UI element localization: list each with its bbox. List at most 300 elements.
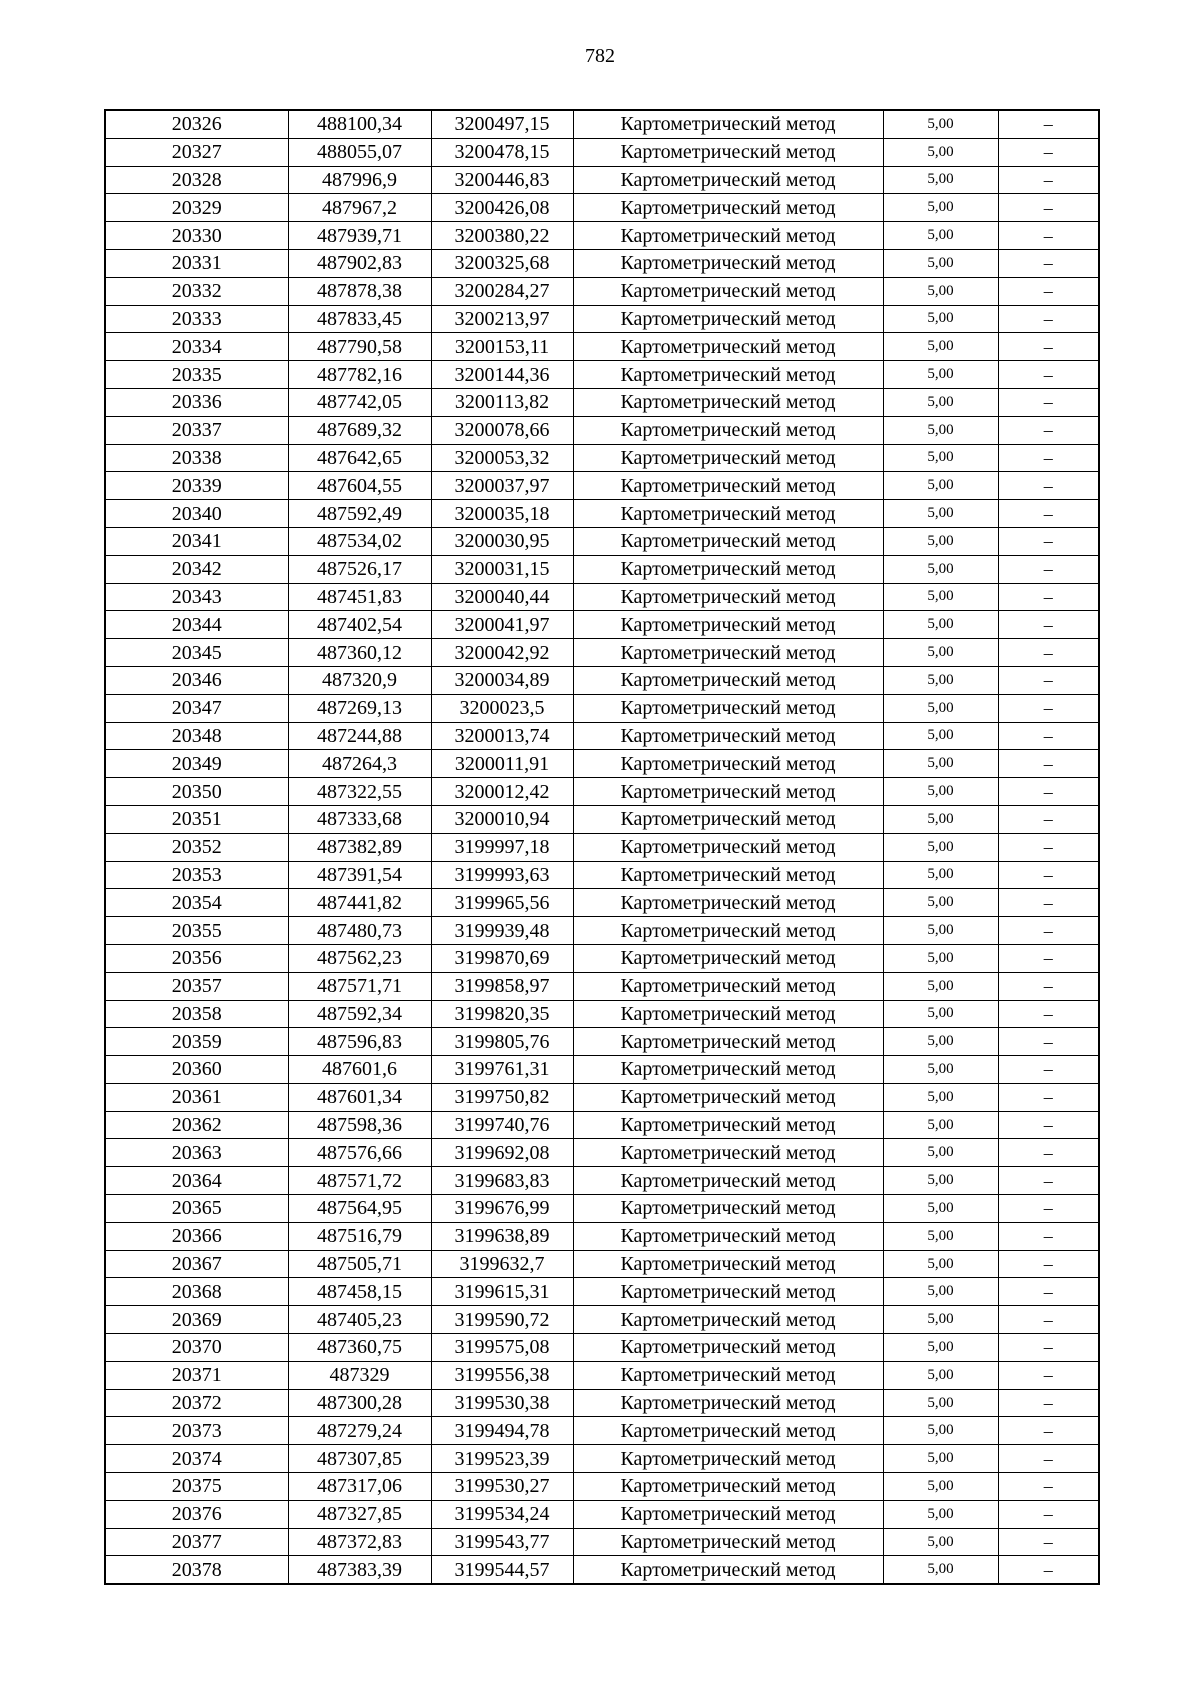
table-row	[105, 611, 1099, 639]
note-cell: –	[998, 194, 1099, 222]
y-coordinate-cell: 3200041,97	[431, 611, 573, 639]
accuracy-cell: 5,00	[883, 1500, 998, 1528]
method-cell: Картометрический метод	[573, 1222, 883, 1250]
coordinates-table	[104, 109, 1100, 1585]
table-row	[105, 1111, 1099, 1139]
table-row	[105, 500, 1099, 528]
accuracy-cell: 5,00	[883, 1111, 998, 1139]
method-cell: Картометрический метод	[573, 944, 883, 972]
point-number-cell: 20374	[105, 1445, 288, 1473]
note-cell: –	[998, 1556, 1099, 1584]
note-cell: –	[998, 1445, 1099, 1473]
table-row	[105, 1389, 1099, 1417]
y-coordinate-cell: 3199939,48	[431, 917, 573, 945]
note-cell: –	[998, 110, 1099, 138]
point-number-cell: 20341	[105, 527, 288, 555]
note-cell: –	[998, 472, 1099, 500]
table-row	[105, 1028, 1099, 1056]
point-number-cell: 20327	[105, 138, 288, 166]
x-coordinate-cell: 487333,68	[288, 805, 431, 833]
accuracy-cell: 5,00	[883, 1389, 998, 1417]
accuracy-cell: 5,00	[883, 1139, 998, 1167]
x-coordinate-cell: 487405,23	[288, 1306, 431, 1334]
accuracy-cell: 5,00	[883, 472, 998, 500]
accuracy-cell: 5,00	[883, 1306, 998, 1334]
table-row	[105, 917, 1099, 945]
x-coordinate-cell: 487782,16	[288, 361, 431, 389]
note-cell: –	[998, 249, 1099, 277]
method-cell: Картометрический метод	[573, 222, 883, 250]
y-coordinate-cell: 3200144,36	[431, 361, 573, 389]
y-coordinate-cell: 3200478,15	[431, 138, 573, 166]
method-cell: Картометрический метод	[573, 1195, 883, 1223]
table-row	[105, 750, 1099, 778]
accuracy-cell: 5,00	[883, 1250, 998, 1278]
x-coordinate-cell: 487526,17	[288, 555, 431, 583]
note-cell: –	[998, 416, 1099, 444]
point-number-cell: 20348	[105, 722, 288, 750]
point-number-cell: 20349	[105, 750, 288, 778]
table-row	[105, 583, 1099, 611]
method-cell: Картометрический метод	[573, 1250, 883, 1278]
accuracy-cell: 5,00	[883, 444, 998, 472]
accuracy-cell: 5,00	[883, 500, 998, 528]
x-coordinate-cell: 487480,73	[288, 917, 431, 945]
table-row	[105, 361, 1099, 389]
y-coordinate-cell: 3199494,78	[431, 1417, 573, 1445]
method-cell: Картометрический метод	[573, 472, 883, 500]
accuracy-cell: 5,00	[883, 249, 998, 277]
method-cell: Картометрический метод	[573, 833, 883, 861]
table-row	[105, 527, 1099, 555]
method-cell: Картометрический метод	[573, 639, 883, 667]
method-cell: Картометрический метод	[573, 500, 883, 528]
note-cell: –	[998, 722, 1099, 750]
point-number-cell: 20326	[105, 110, 288, 138]
note-cell: –	[998, 305, 1099, 333]
y-coordinate-cell: 3200426,08	[431, 194, 573, 222]
point-number-cell: 20344	[105, 611, 288, 639]
y-coordinate-cell: 3199993,63	[431, 861, 573, 889]
accuracy-cell: 5,00	[883, 1028, 998, 1056]
accuracy-cell: 5,00	[883, 639, 998, 667]
accuracy-cell: 5,00	[883, 1056, 998, 1084]
y-coordinate-cell: 3199590,72	[431, 1306, 573, 1334]
point-number-cell: 20377	[105, 1528, 288, 1556]
accuracy-cell: 5,00	[883, 1417, 998, 1445]
method-cell: Картометрический метод	[573, 861, 883, 889]
point-number-cell: 20359	[105, 1028, 288, 1056]
x-coordinate-cell: 487391,54	[288, 861, 431, 889]
x-coordinate-cell: 487307,85	[288, 1445, 431, 1473]
note-cell: –	[998, 222, 1099, 250]
table-row	[105, 1528, 1099, 1556]
point-number-cell: 20376	[105, 1500, 288, 1528]
accuracy-cell: 5,00	[883, 583, 998, 611]
y-coordinate-cell: 3200023,5	[431, 694, 573, 722]
table-row	[105, 194, 1099, 222]
y-coordinate-cell: 3200078,66	[431, 416, 573, 444]
note-cell: –	[998, 1250, 1099, 1278]
method-cell: Картометрический метод	[573, 361, 883, 389]
y-coordinate-cell: 3200113,82	[431, 388, 573, 416]
method-cell: Картометрический метод	[573, 416, 883, 444]
note-cell: –	[998, 750, 1099, 778]
point-number-cell: 20328	[105, 166, 288, 194]
method-cell: Картометрический метод	[573, 778, 883, 806]
x-coordinate-cell: 487264,3	[288, 750, 431, 778]
table-row	[105, 1417, 1099, 1445]
table-row	[105, 472, 1099, 500]
note-cell: –	[998, 1278, 1099, 1306]
method-cell: Картометрический метод	[573, 1445, 883, 1473]
accuracy-cell: 5,00	[883, 666, 998, 694]
y-coordinate-cell: 3199530,27	[431, 1473, 573, 1501]
table-row	[105, 722, 1099, 750]
note-cell: –	[998, 1528, 1099, 1556]
point-number-cell: 20378	[105, 1556, 288, 1584]
accuracy-cell: 5,00	[883, 222, 998, 250]
y-coordinate-cell: 3200380,22	[431, 222, 573, 250]
accuracy-cell: 5,00	[883, 972, 998, 1000]
table-row	[105, 1500, 1099, 1528]
note-cell: –	[998, 361, 1099, 389]
method-cell: Картометрический метод	[573, 277, 883, 305]
accuracy-cell: 5,00	[883, 1278, 998, 1306]
accuracy-cell: 5,00	[883, 889, 998, 917]
accuracy-cell: 5,00	[883, 305, 998, 333]
note-cell: –	[998, 1139, 1099, 1167]
point-number-cell: 20361	[105, 1083, 288, 1111]
y-coordinate-cell: 3199632,7	[431, 1250, 573, 1278]
accuracy-cell: 5,00	[883, 416, 998, 444]
method-cell: Картометрический метод	[573, 527, 883, 555]
note-cell: –	[998, 583, 1099, 611]
x-coordinate-cell: 487317,06	[288, 1473, 431, 1501]
table-row	[105, 1334, 1099, 1362]
note-cell: –	[998, 861, 1099, 889]
method-cell: Картометрический метод	[573, 1028, 883, 1056]
accuracy-cell: 5,00	[883, 194, 998, 222]
x-coordinate-cell: 487571,72	[288, 1167, 431, 1195]
note-cell: –	[998, 555, 1099, 583]
accuracy-cell: 5,00	[883, 1195, 998, 1223]
accuracy-cell: 5,00	[883, 138, 998, 166]
method-cell: Картометрический метод	[573, 694, 883, 722]
note-cell: –	[998, 666, 1099, 694]
x-coordinate-cell: 487451,83	[288, 583, 431, 611]
table-row	[105, 1167, 1099, 1195]
note-cell: –	[998, 1195, 1099, 1223]
point-number-cell: 20346	[105, 666, 288, 694]
table-row	[105, 944, 1099, 972]
table-row	[105, 1195, 1099, 1223]
x-coordinate-cell: 487598,36	[288, 1111, 431, 1139]
point-number-cell: 20362	[105, 1111, 288, 1139]
x-coordinate-cell: 487360,12	[288, 639, 431, 667]
table-row	[105, 166, 1099, 194]
note-cell: –	[998, 944, 1099, 972]
method-cell: Картометрический метод	[573, 722, 883, 750]
note-cell: –	[998, 611, 1099, 639]
table-row	[105, 249, 1099, 277]
x-coordinate-cell: 487320,9	[288, 666, 431, 694]
y-coordinate-cell: 3200325,68	[431, 249, 573, 277]
y-coordinate-cell: 3199544,57	[431, 1556, 573, 1584]
x-coordinate-cell: 487571,71	[288, 972, 431, 1000]
y-coordinate-cell: 3199761,31	[431, 1056, 573, 1084]
point-number-cell: 20335	[105, 361, 288, 389]
note-cell: –	[998, 972, 1099, 1000]
method-cell: Картометрический метод	[573, 110, 883, 138]
note-cell: –	[998, 166, 1099, 194]
x-coordinate-cell: 488100,34	[288, 110, 431, 138]
method-cell: Картометрический метод	[573, 249, 883, 277]
y-coordinate-cell: 3199615,31	[431, 1278, 573, 1306]
x-coordinate-cell: 487604,55	[288, 472, 431, 500]
note-cell: –	[998, 333, 1099, 361]
table-row	[105, 1445, 1099, 1473]
x-coordinate-cell: 487372,83	[288, 1528, 431, 1556]
table-row	[105, 1556, 1099, 1584]
y-coordinate-cell: 3199676,99	[431, 1195, 573, 1223]
point-number-cell: 20367	[105, 1250, 288, 1278]
accuracy-cell: 5,00	[883, 1556, 998, 1584]
point-number-cell: 20336	[105, 388, 288, 416]
table-row	[105, 833, 1099, 861]
method-cell: Картометрический метод	[573, 1528, 883, 1556]
method-cell: Картометрический метод	[573, 444, 883, 472]
x-coordinate-cell: 487360,75	[288, 1334, 431, 1362]
point-number-cell: 20358	[105, 1000, 288, 1028]
note-cell: –	[998, 889, 1099, 917]
method-cell: Картометрический метод	[573, 333, 883, 361]
note-cell: –	[998, 639, 1099, 667]
y-coordinate-cell: 3199530,38	[431, 1389, 573, 1417]
note-cell: –	[998, 694, 1099, 722]
method-cell: Картометрический метод	[573, 166, 883, 194]
note-cell: –	[998, 500, 1099, 528]
note-cell: –	[998, 833, 1099, 861]
note-cell: –	[998, 1167, 1099, 1195]
accuracy-cell: 5,00	[883, 944, 998, 972]
x-coordinate-cell: 487383,39	[288, 1556, 431, 1584]
point-number-cell: 20360	[105, 1056, 288, 1084]
note-cell: –	[998, 1083, 1099, 1111]
y-coordinate-cell: 3199820,35	[431, 1000, 573, 1028]
x-coordinate-cell: 487458,15	[288, 1278, 431, 1306]
table-row	[105, 555, 1099, 583]
y-coordinate-cell: 3199692,08	[431, 1139, 573, 1167]
table-row	[105, 333, 1099, 361]
accuracy-cell: 5,00	[883, 1167, 998, 1195]
method-cell: Картометрический метод	[573, 1000, 883, 1028]
table-row	[105, 694, 1099, 722]
method-cell: Картометрический метод	[573, 1056, 883, 1084]
point-number-cell: 20340	[105, 500, 288, 528]
method-cell: Картометрический метод	[573, 305, 883, 333]
table-row	[105, 444, 1099, 472]
method-cell: Картометрический метод	[573, 1500, 883, 1528]
point-number-cell: 20330	[105, 222, 288, 250]
note-cell: –	[998, 1056, 1099, 1084]
x-coordinate-cell: 487382,89	[288, 833, 431, 861]
table-row	[105, 666, 1099, 694]
point-number-cell: 20373	[105, 1417, 288, 1445]
table-row	[105, 889, 1099, 917]
method-cell: Картометрический метод	[573, 1083, 883, 1111]
point-number-cell: 20370	[105, 1334, 288, 1362]
accuracy-cell: 5,00	[883, 750, 998, 778]
y-coordinate-cell: 3200497,15	[431, 110, 573, 138]
method-cell: Картометрический метод	[573, 1111, 883, 1139]
x-coordinate-cell: 487689,32	[288, 416, 431, 444]
accuracy-cell: 5,00	[883, 1000, 998, 1028]
note-cell: –	[998, 277, 1099, 305]
coordinates-table-body	[105, 110, 1099, 1584]
accuracy-cell: 5,00	[883, 833, 998, 861]
y-coordinate-cell: 3200035,18	[431, 500, 573, 528]
x-coordinate-cell: 487790,58	[288, 333, 431, 361]
table-row	[105, 1361, 1099, 1389]
accuracy-cell: 5,00	[883, 1361, 998, 1389]
table-row	[105, 305, 1099, 333]
point-number-cell: 20353	[105, 861, 288, 889]
x-coordinate-cell: 487596,83	[288, 1028, 431, 1056]
x-coordinate-cell: 487592,34	[288, 1000, 431, 1028]
accuracy-cell: 5,00	[883, 527, 998, 555]
point-number-cell: 20375	[105, 1473, 288, 1501]
y-coordinate-cell: 3200031,15	[431, 555, 573, 583]
note-cell: –	[998, 1222, 1099, 1250]
method-cell: Картометрический метод	[573, 138, 883, 166]
point-number-cell: 20334	[105, 333, 288, 361]
point-number-cell: 20356	[105, 944, 288, 972]
note-cell: –	[998, 917, 1099, 945]
accuracy-cell: 5,00	[883, 778, 998, 806]
accuracy-cell: 5,00	[883, 1222, 998, 1250]
table-row	[105, 1306, 1099, 1334]
accuracy-cell: 5,00	[883, 917, 998, 945]
x-coordinate-cell: 487441,82	[288, 889, 431, 917]
method-cell: Картометрический метод	[573, 388, 883, 416]
point-number-cell: 20365	[105, 1195, 288, 1223]
accuracy-cell: 5,00	[883, 1528, 998, 1556]
table-row	[105, 1056, 1099, 1084]
note-cell: –	[998, 805, 1099, 833]
y-coordinate-cell: 3199858,97	[431, 972, 573, 1000]
x-coordinate-cell: 487967,2	[288, 194, 431, 222]
table-row	[105, 1222, 1099, 1250]
y-coordinate-cell: 3199683,83	[431, 1167, 573, 1195]
y-coordinate-cell: 3200213,97	[431, 305, 573, 333]
accuracy-cell: 5,00	[883, 166, 998, 194]
accuracy-cell: 5,00	[883, 611, 998, 639]
x-coordinate-cell: 487902,83	[288, 249, 431, 277]
y-coordinate-cell: 3199543,77	[431, 1528, 573, 1556]
y-coordinate-cell: 3199638,89	[431, 1222, 573, 1250]
y-coordinate-cell: 3199997,18	[431, 833, 573, 861]
y-coordinate-cell: 3199534,24	[431, 1500, 573, 1528]
y-coordinate-cell: 3200010,94	[431, 805, 573, 833]
point-number-cell: 20343	[105, 583, 288, 611]
accuracy-cell: 5,00	[883, 1334, 998, 1362]
y-coordinate-cell: 3200153,11	[431, 333, 573, 361]
point-number-cell: 20333	[105, 305, 288, 333]
table-row	[105, 861, 1099, 889]
note-cell: –	[998, 1500, 1099, 1528]
note-cell: –	[998, 388, 1099, 416]
table-row	[105, 805, 1099, 833]
x-coordinate-cell: 487516,79	[288, 1222, 431, 1250]
x-coordinate-cell: 487562,23	[288, 944, 431, 972]
x-coordinate-cell: 487939,71	[288, 222, 431, 250]
y-coordinate-cell: 3200011,91	[431, 750, 573, 778]
x-coordinate-cell: 487329	[288, 1361, 431, 1389]
note-cell: –	[998, 1111, 1099, 1139]
x-coordinate-cell: 487742,05	[288, 388, 431, 416]
x-coordinate-cell: 487878,38	[288, 277, 431, 305]
x-coordinate-cell: 487322,55	[288, 778, 431, 806]
x-coordinate-cell: 487269,13	[288, 694, 431, 722]
y-coordinate-cell: 3199575,08	[431, 1334, 573, 1362]
x-coordinate-cell: 487592,49	[288, 500, 431, 528]
point-number-cell: 20351	[105, 805, 288, 833]
y-coordinate-cell: 3199556,38	[431, 1361, 573, 1389]
accuracy-cell: 5,00	[883, 555, 998, 583]
method-cell: Картометрический метод	[573, 1278, 883, 1306]
note-cell: –	[998, 138, 1099, 166]
method-cell: Картометрический метод	[573, 1167, 883, 1195]
point-number-cell: 20337	[105, 416, 288, 444]
x-coordinate-cell: 487244,88	[288, 722, 431, 750]
y-coordinate-cell: 3199805,76	[431, 1028, 573, 1056]
accuracy-cell: 5,00	[883, 333, 998, 361]
y-coordinate-cell: 3200284,27	[431, 277, 573, 305]
table-row	[105, 1250, 1099, 1278]
y-coordinate-cell: 3200034,89	[431, 666, 573, 694]
method-cell: Картометрический метод	[573, 889, 883, 917]
note-cell: –	[998, 1417, 1099, 1445]
y-coordinate-cell: 3200042,92	[431, 639, 573, 667]
table-row	[105, 778, 1099, 806]
x-coordinate-cell: 487576,66	[288, 1139, 431, 1167]
accuracy-cell: 5,00	[883, 1083, 998, 1111]
y-coordinate-cell: 3199523,39	[431, 1445, 573, 1473]
x-coordinate-cell: 487402,54	[288, 611, 431, 639]
x-coordinate-cell: 487601,34	[288, 1083, 431, 1111]
table-row	[105, 1278, 1099, 1306]
point-number-cell: 20354	[105, 889, 288, 917]
method-cell: Картометрический метод	[573, 917, 883, 945]
method-cell: Картометрический метод	[573, 1361, 883, 1389]
accuracy-cell: 5,00	[883, 861, 998, 889]
note-cell: –	[998, 444, 1099, 472]
table-row	[105, 1000, 1099, 1028]
point-number-cell: 20368	[105, 1278, 288, 1306]
point-number-cell: 20372	[105, 1389, 288, 1417]
accuracy-cell: 5,00	[883, 805, 998, 833]
y-coordinate-cell: 3200013,74	[431, 722, 573, 750]
note-cell: –	[998, 778, 1099, 806]
table-row	[105, 972, 1099, 1000]
point-number-cell: 20350	[105, 778, 288, 806]
note-cell: –	[998, 1000, 1099, 1028]
table-row	[105, 388, 1099, 416]
method-cell: Картометрический метод	[573, 1139, 883, 1167]
y-coordinate-cell: 3200037,97	[431, 472, 573, 500]
point-number-cell: 20355	[105, 917, 288, 945]
